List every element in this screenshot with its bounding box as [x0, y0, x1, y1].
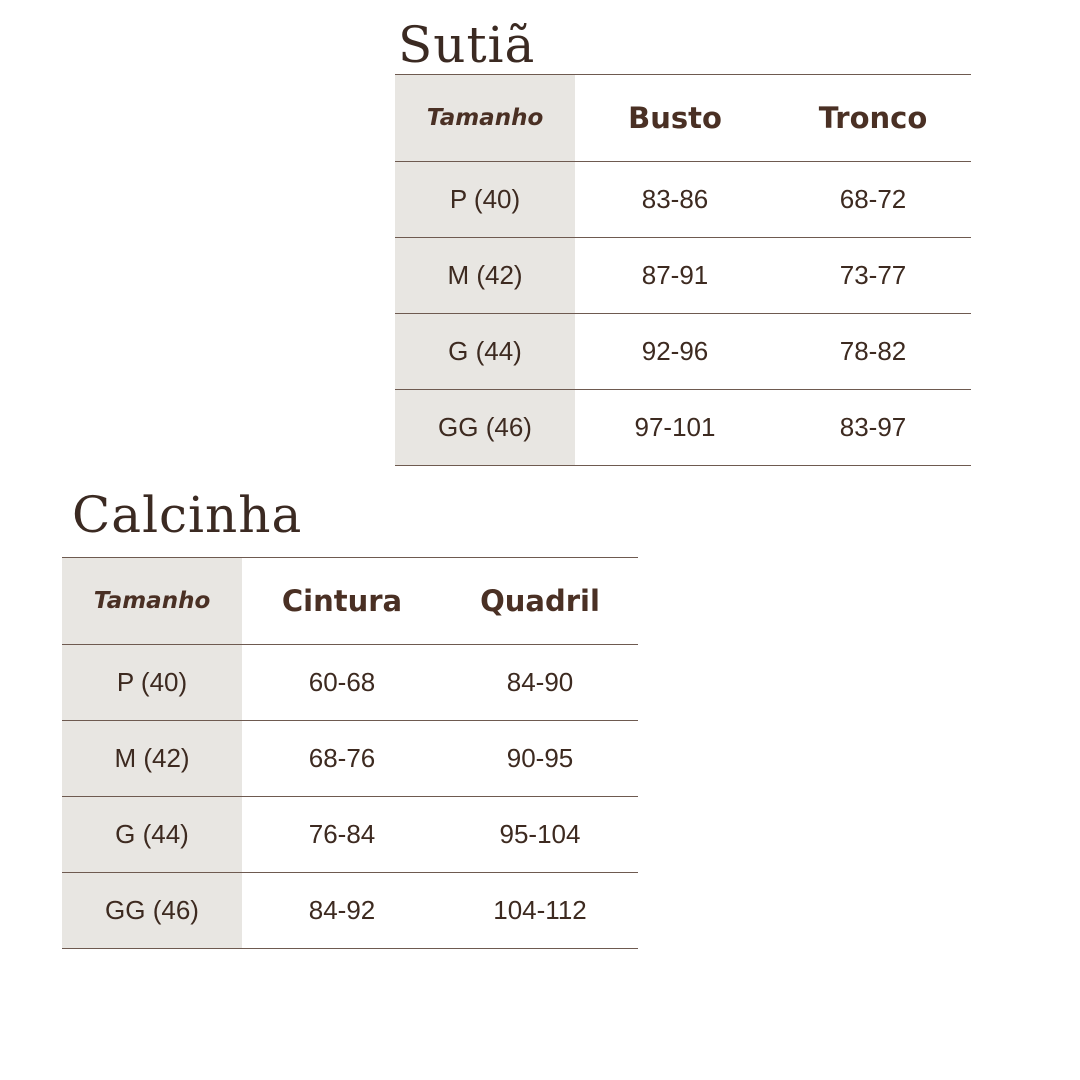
- table-row: [395, 238, 971, 314]
- panty-size-table: [62, 557, 638, 949]
- size-cell: GG (46): [395, 390, 575, 465]
- bust-cell: 92-96: [641, 336, 709, 366]
- size-cell: M (42): [62, 721, 242, 796]
- table-header-row: [62, 558, 638, 645]
- bra-section-title: Sutiã: [398, 16, 536, 74]
- table-row: [62, 873, 638, 949]
- header-hip: Quadril: [480, 584, 600, 618]
- table-row: [395, 390, 971, 466]
- bust-cell: 97-101: [634, 412, 716, 442]
- header-waist: Cintura: [281, 584, 403, 618]
- table-header-row: [395, 75, 971, 162]
- size-cell: GG (46): [62, 873, 242, 948]
- bust-cell: 87-91: [641, 260, 709, 290]
- hip-cell: 95-104: [499, 819, 581, 849]
- waist-cell: 60-68: [308, 667, 376, 697]
- torso-cell: 73-77: [839, 260, 907, 290]
- torso-cell: 68-72: [839, 184, 907, 214]
- header-size: Tamanho: [62, 558, 242, 644]
- header-bust: Busto: [628, 101, 722, 135]
- bra-size-table: [395, 74, 971, 466]
- table-row: [395, 314, 971, 390]
- size-cell: G (44): [62, 797, 242, 872]
- bust-cell: 83-86: [641, 184, 709, 214]
- size-cell: P (40): [395, 162, 575, 237]
- waist-cell: 68-76: [308, 743, 376, 773]
- header-size: Tamanho: [395, 75, 575, 161]
- size-cell: G (44): [395, 314, 575, 389]
- table-row: [62, 797, 638, 873]
- size-cell: M (42): [395, 238, 575, 313]
- table-row: [395, 162, 971, 238]
- hip-cell: 84-90: [506, 667, 574, 697]
- hip-cell: 104-112: [493, 895, 587, 925]
- hip-cell: 90-95: [506, 743, 574, 773]
- torso-cell: 83-97: [839, 412, 907, 442]
- waist-cell: 76-84: [308, 819, 376, 849]
- size-cell: P (40): [62, 645, 242, 720]
- table-row: [62, 721, 638, 797]
- waist-cell: 84-92: [308, 895, 376, 925]
- torso-cell: 78-82: [839, 336, 907, 366]
- table-row: [62, 645, 638, 721]
- panty-section-title: Calcinha: [72, 486, 303, 544]
- header-torso: Tronco: [818, 101, 928, 135]
